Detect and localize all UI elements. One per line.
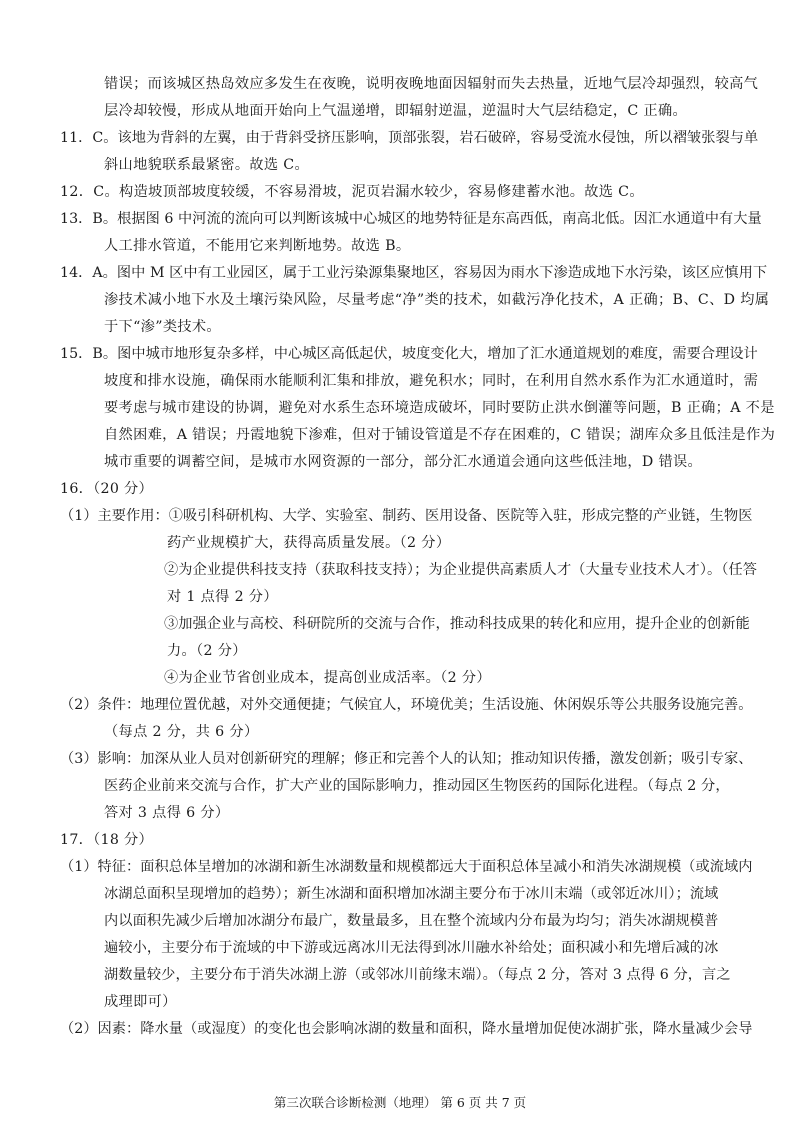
text-line: 斜山地貌联系最紧密。故选 C。 [104, 157, 310, 173]
text-line: 17．（18 分） [60, 832, 153, 848]
text-line: 冰湖总面积呈现增加的趋势）；新生冰湖和面积增加冰湖主要分布于冰川末端（或邻近冰川）；流域 [104, 886, 719, 902]
text-line: 层冷却较慢，形成从地面开始向上气温递增，即辐射逆温，逆温时大气层结稳定，C 正确。 [104, 103, 688, 119]
text-line: ③加强企业与高校、科研院所的交流与合作，推动科技成果的转化和应用，提升企业的创新能 [164, 616, 750, 632]
text-line: 14．A。图中 M 区中有工业园区，属于工业污染源集聚地区，容易因为雨水下渗造成地下水污染，该区应慎用下 [60, 265, 768, 281]
text-line: （3）影响：加深从业人员对创新研究的理解；修正和完善个人的认知；推动知识传播，激发创新；吸引专家、 [60, 751, 753, 767]
text-line: 渗技术减小地下水及土壤污染风险，尽量考虑“净”类的技术，如截污净化技术，A 正确；B、C、D 均属 [104, 292, 770, 308]
text-line: 13．B。根据图 6 中河流的流向可以判断该城中心城区的地势特征是东高西低，南高北低。因汇水通道中有大量 [60, 211, 762, 227]
text-line: 医药企业前来交流与合作，扩大产业的国际影响力，推动园区生物医药的国际化进程。（每点 2 分， [104, 778, 730, 794]
text-line: 答对 3 点得 6 分） [104, 805, 230, 821]
text-line: ④为企业节省创业成本，提高创业成活率。（2 分） [164, 670, 491, 686]
text-line: （每点 2 分，共 6 分） [104, 724, 259, 740]
text-line: （1）特征：面积总体呈增加的冰湖和新生冰湖数量和规模都远大于面积总体呈减小和消失冰湖规模（或流域内 [60, 859, 753, 875]
text-line: ②为企业提供科技支持（获取科技支持）；为企业提供高素质人才（大量专业技术人才）。（任答 [164, 562, 758, 578]
text-line: 12．C。构造坡顶部坡度较缓，不容易滑坡，泥页岩漏水较少，容易修建蓄水池。故选 C。 [60, 184, 644, 200]
text-line: （2）因素：降水量（或湿度）的变化也会影响冰湖的数量和面积，降水量增加促使冰湖扩张，降水量减少会导 [60, 1021, 753, 1037]
text-line: 城市重要的调蓄空间，是城市水网资源的一部分，部分汇水通道会通向这些低洼地，D 错误。 [104, 454, 703, 470]
text-line: 于下“渗”类技术。 [104, 319, 221, 335]
text-line: 湖数量较少，主要分布于消失冰湖上游（或邻冰川前缘末端）。（每点 2 分，答对 3 点得 6 分，言之 [104, 967, 731, 983]
text-line: 人工排水管道，不能用它来判断地势。故选 B。 [104, 238, 411, 254]
page-footer: 第三次联合诊断检测（地理） 第 6 页 共 7 页 [273, 1095, 527, 1110]
text-line: 错误；而该城区热岛效应多发生在夜晚，说明夜晚地面因辐射而失去热量，近地气层冷却强烈，较高气 [104, 76, 759, 92]
text-line: 16．（20 分） [60, 481, 153, 497]
text-line: 自然困难，A 错误；丹霞地貌下渗难，但对于铺设管道是不存在困难的，C 错误；湖库众多且低洼是作为 [104, 427, 776, 443]
text-line: （1）主要作用：①吸引科研机构、大学、实验室、制药、医用设备、医院等入驻，形成完整的产业链，生物医 [60, 508, 753, 524]
text-line: 15．B。图中城市地形复杂多样，中心城区高低起伏，坡度变化大，增加了汇水通道规划的难度，需要合理设计 [60, 346, 758, 362]
text-line: 力。（2 分） [167, 643, 247, 659]
text-line: 内以面积先减少后增加冰湖分布最广，数量最多，且在整个流域内分布最为均匀；消失冰湖规模普 [104, 913, 719, 929]
text-line: （2）条件：地理位置优越，对外交通便捷；气候宜人，环境优美；生活设施、休闲娱乐等公共服务设施完善。 [60, 697, 753, 713]
text-line: 成理即可） [104, 994, 177, 1010]
text-line: 11．C。该地为背斜的左翼，由于背斜受挤压影响，顶部张裂，岩石破碎，容易受流水侵蚀，所以褶皱张裂与单 [60, 130, 759, 146]
text-line: 坡度和排水设施，确保雨水能顺利汇集和排放，避免积水；同时，在利用自然水系作为汇水通道时，需 [104, 373, 759, 389]
text-line: 要考虑与城市建设的协调，避免对水系生态环境造成破坏，同时要防止洪水倒灌等问题，B 正确；A 不是 [104, 400, 775, 416]
text-line: 药产业规模扩大，获得高质量发展。（2 分） [167, 535, 451, 551]
text-line: 遍较小，主要分布于流域的中下游或远离冰川无法得到冰川融水补给处；面积减小和先增后减的冰 [104, 940, 719, 956]
text-line: 对 1 点得 2 分） [167, 589, 278, 605]
